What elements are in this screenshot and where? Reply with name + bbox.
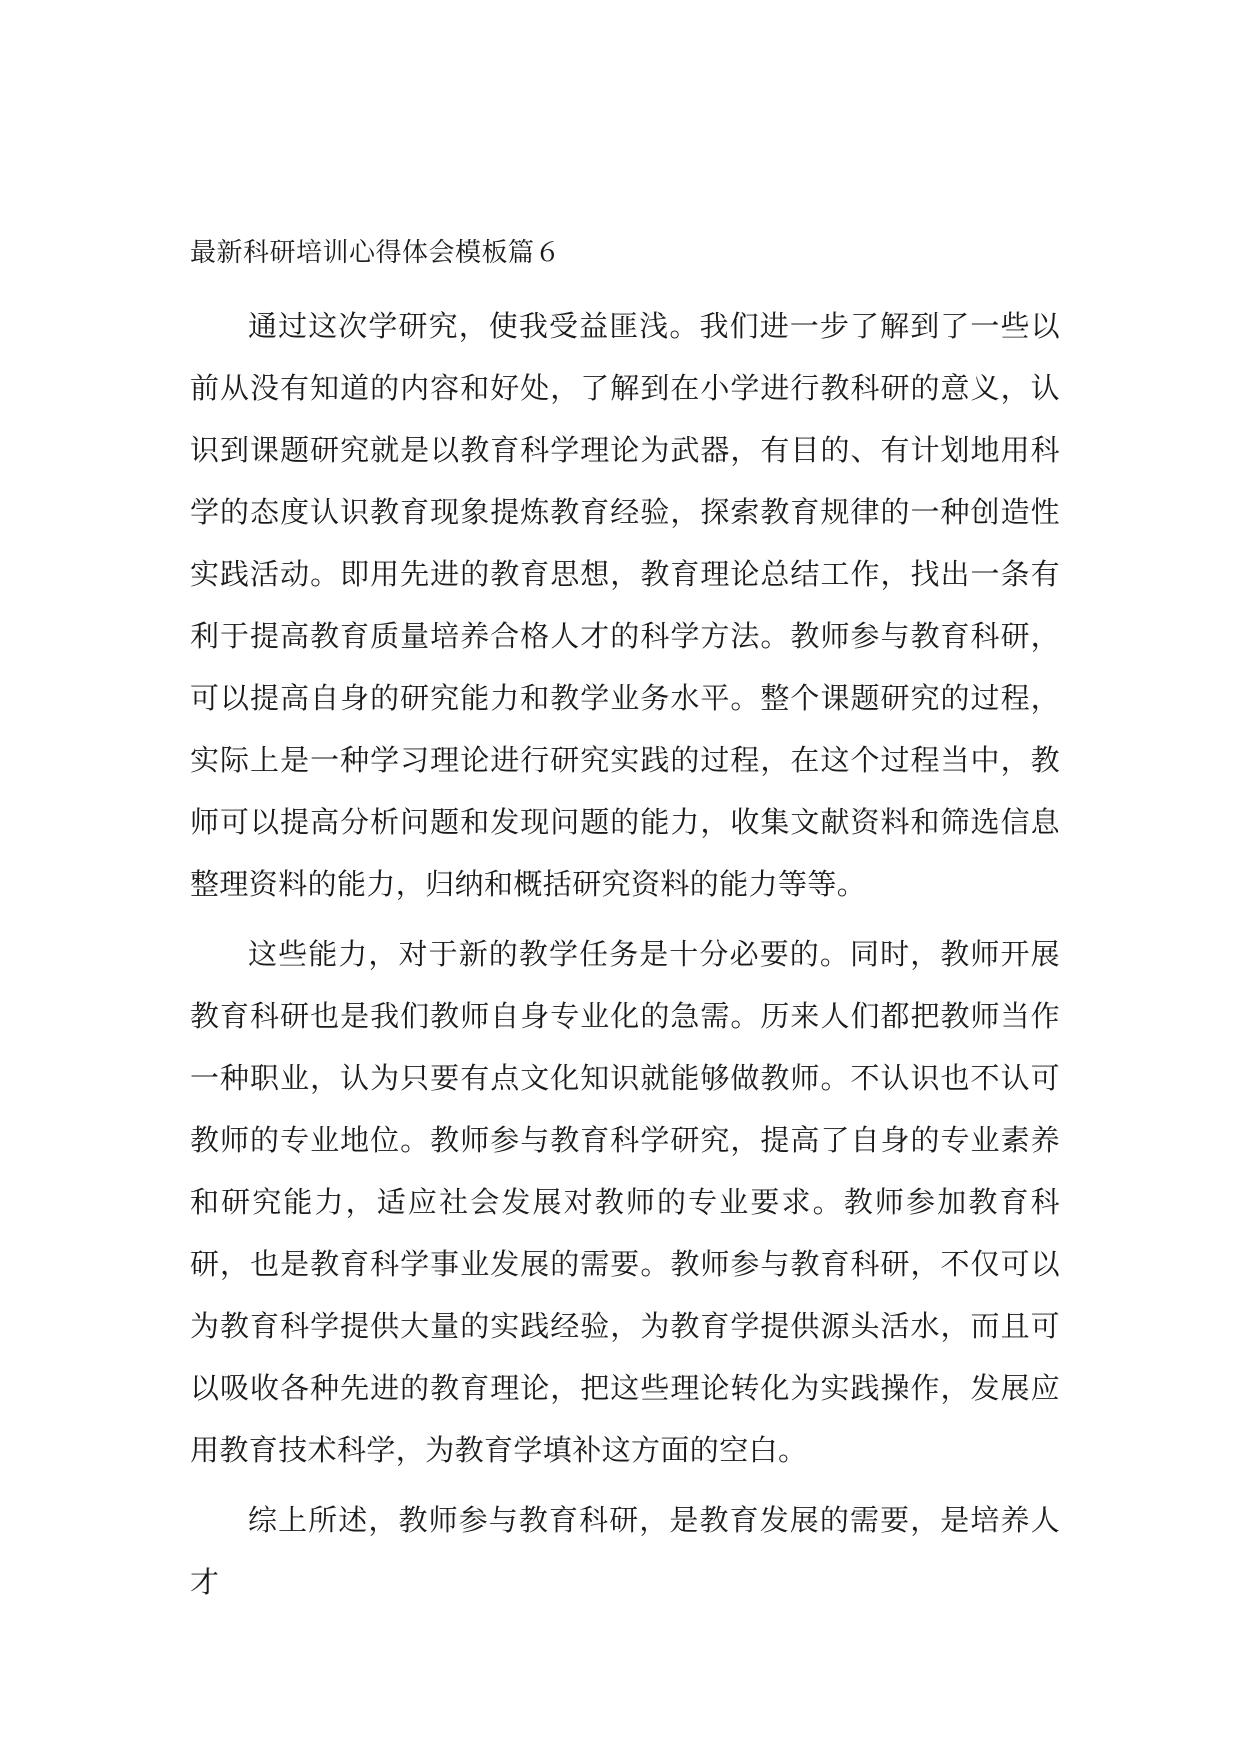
paragraph-1: 通过这次学研究，使我受益匪浅。我们进一步了解到了一些以前从没有知道的内容和好处，了解到在小学进行教科研的意义，认识到课题研究就是以教育科学理论为武器，有目的、有计划地用科学的态度认识教育现象提炼教育经验，探索教育规律的一种创造性实践活动。即用先进的教育思想，教育理论总结工作，找出一条有利于提高教育质量培养合格人才的科学方法。教师参与教育科研，可以提高自身的研究能力和教学业务水平。整个课题研究的过程，实际上是一种学习理论进行研究实践的过程，在这个过程当中，教师可以提高分析问题和发现问题的能力，收集文献资料和筛选信息整理资料的能力，归纳和概括研究资料的能力等等。	[190, 309, 1060, 901]
paragraph-2: 这些能力，对于新的教学任务是十分必要的。同时，教师开展教育科研也是我们教师自身专业化的急需。历来人们都把教师当作一种职业，认为只要有点文化知识就能够做教师。不认识也不认可教师的专业地位。教师参与教育科学研究，提高了自身的专业素养和研究能力，适应社会发展对教师的专业要求。教师参加教育科研，也是教育科学事业发展的需要。教师参与教育科研，不仅可以为教育科学提供大量的实践经验，为教育学提供源头活水，而且可以吸收各种先进的教育理论，把这些理论转化为实践操作，发展应用教育技术科学，为教育学填补这方面的空白。	[190, 937, 1060, 1467]
paragraph-3: 综上所述，教师参与教育科研，是教育发展的需要，是培养人才	[190, 1503, 1060, 1599]
document-body	[190, 235, 1060, 1621]
document-title: 最新科研培训心得体会模板篇６	[190, 238, 562, 268]
